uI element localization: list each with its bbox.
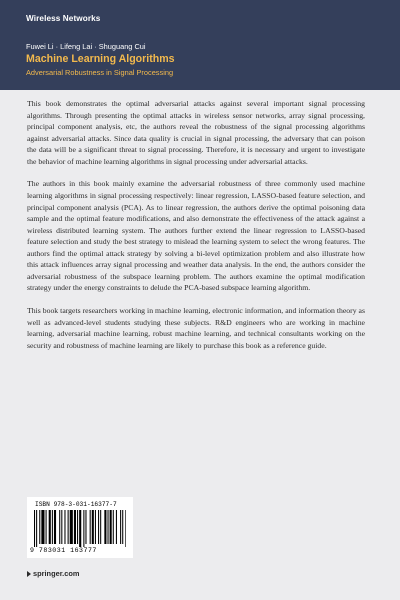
- book-title: Machine Learning Algorithms: [26, 53, 175, 65]
- barcode-bar: [104, 510, 106, 544]
- book-description: [27, 98, 365, 351]
- barcode-bar: [122, 510, 123, 544]
- barcode-bar: [85, 510, 86, 544]
- website-link[interactable]: [27, 569, 79, 578]
- description-paragraph-1: This book demonstrates the optimal adversarial attacks against several important signal processing algorithms. Through presenting the optimal attacks in wireless sensor networks, array signal processing, principal component analysis, etc, the authors reveal the robustness of the signal processing algorithms against adversarial attacks. Since data quality is crucial in signal processing, the adversary that can poison the data will be a significant threat to signal processing. Therefore, it is necessary and urgent to investigate the behavior of machine learning algorithms in signal processing under adversarial attacks.: [27, 99, 365, 166]
- barcode-bar: [54, 510, 56, 544]
- barcode-bar: [90, 510, 91, 544]
- barcode-bar: [95, 510, 96, 544]
- barcode-bar: [116, 510, 117, 544]
- barcode-bar: [70, 510, 73, 544]
- authors: Fuwei Li · Lifeng Lai · Shuguang Cui: [26, 42, 146, 51]
- barcode-bar: [98, 510, 99, 544]
- barcode-bar: [110, 510, 112, 544]
- barcode-bar: [120, 510, 121, 544]
- header-band: [0, 0, 400, 90]
- website-label: springer.com: [33, 569, 80, 578]
- barcode-bar: [34, 510, 35, 547]
- arrow-icon: [27, 571, 31, 577]
- barcode: [27, 497, 133, 558]
- barcode-bar: [74, 510, 76, 544]
- barcode-bar: [100, 510, 101, 544]
- barcode-bar: [79, 510, 81, 547]
- barcode-bar: [64, 510, 65, 544]
- barcode-digits: 9 783031 163777: [30, 547, 97, 554]
- description-paragraph-2: The authors in this book mainly examine the adversarial robustness of three commonly used machine learning algorithms in signal processing respectively: linear regression, LASSO-based feature selection, and principal component analysis (PCA). As to linear regression, the authors derive the optimal poisoning data sample and the optimal feature modifications, and also demonstrate the effectiveness of the attack against a wireless distributed learning system. The authors further extend the linear regression to LASSO-based feature selection and study the best strategy to mislead the learning system to select the wrong features. The authors find the optimal attack strategy by solving a bi-level optimization problem and also illustrate how this attack influences array signal processing and weather data analysis. In the end, the authors consider the adversarial robustness of the subspace learning problem. The authors examine the optimal modification strategy under the energy constraints to delude the PCA-based subspace learning algorithm.: [27, 179, 365, 293]
- barcode-bar: [46, 510, 47, 544]
- barcode-bar: [108, 510, 109, 544]
- barcode-bar: [113, 510, 114, 544]
- barcode-bar: [92, 510, 94, 544]
- barcode-bar: [52, 510, 53, 544]
- barcode-bar: [59, 510, 60, 544]
- isbn-label: ISBN 978-3-031-16377-7: [35, 501, 117, 508]
- description-paragraph-3: This book targets researchers working in machine learning, electronic information, and information theory as well as advanced-level students studying these subjects. R&D engineers who are working in machine learning, adversarial machine learning, robust machine learning, and technical consultants working on the security and robustness of machine learning are likely to purchase this book as a reference guide.: [27, 306, 365, 350]
- barcode-bar: [36, 510, 37, 547]
- book-subtitle: Adversarial Robustness in Signal Processing: [26, 68, 174, 77]
- barcode-bar: [83, 510, 84, 547]
- barcode-bars: [34, 510, 126, 547]
- barcode-bar: [41, 510, 44, 544]
- barcode-bar: [49, 510, 51, 544]
- series-name: Wireless Networks: [26, 14, 101, 23]
- barcode-bar: [125, 510, 126, 547]
- barcode-bar: [61, 510, 62, 544]
- barcode-bar: [77, 510, 78, 544]
- barcode-bar: [68, 510, 69, 544]
- barcode-bar: [39, 510, 40, 544]
